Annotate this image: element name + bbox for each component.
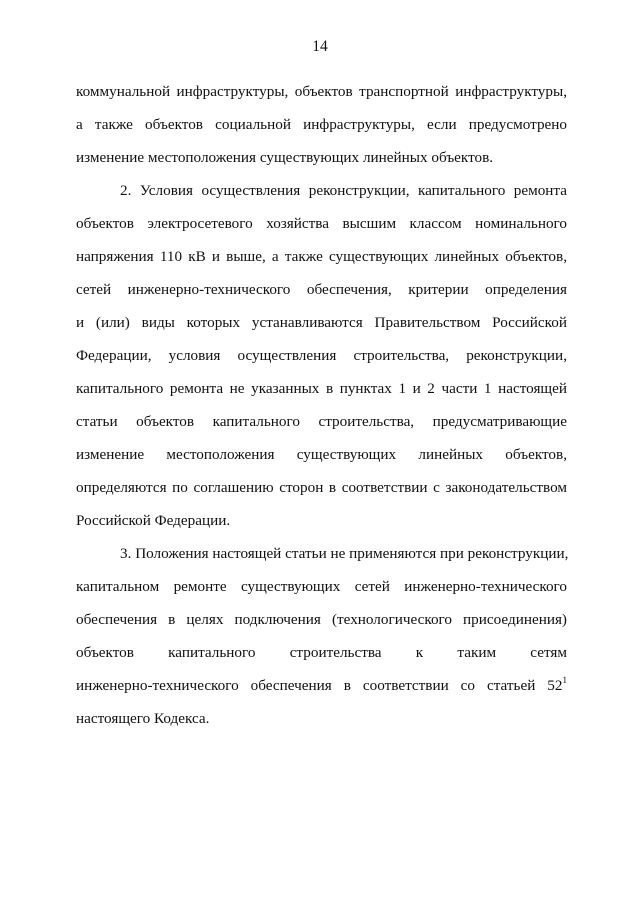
text-line: настоящего Кодекса.: [76, 710, 210, 727]
text-line: обеспечения в целях подключения (технологического присоединения): [76, 611, 567, 628]
text-line: коммунальной инфраструктуры, объектов транспортной инфраструктуры,: [76, 83, 567, 100]
text-line: изменение местоположения существующих линейных объектов,: [76, 446, 567, 463]
page-number: 14: [312, 38, 328, 55]
superscript: 1: [562, 675, 567, 685]
text-line: объектов электросетевого хозяйства высшим классом номинального: [76, 215, 567, 232]
text-line: капитального ремонта не указанных в пунктах 1 и 2 части 1 настоящей: [76, 380, 567, 397]
text-line: изменение местоположения существующих линейных объектов.: [76, 149, 494, 166]
text-line: и (или) виды которых устанавливаются Правительством Российской: [76, 314, 567, 331]
text-line: [76, 676, 567, 696]
text-line: определяются по соглашению сторон в соответствии с законодательством: [76, 479, 567, 496]
text-line: статьи объектов капитального строительства, предусматривающие: [76, 413, 567, 430]
text-line: капитальном ремонте существующих сетей инженерно-технического: [76, 578, 567, 595]
text-line: сетей инженерно-технического обеспечения, критерии определения: [76, 281, 567, 298]
text-line: Федерации, условия осуществления строительства, реконструкции,: [76, 347, 567, 364]
text-line-main: инженерно-технического обеспечения в соответствии со статьей 52: [76, 677, 563, 694]
text-line: 2. Условия осуществления реконструкции, капитального ремонта: [120, 182, 567, 199]
text-line: объектов капитального строительства к таким сетям: [76, 644, 567, 661]
text-line: а также объектов социальной инфраструктуры, если предусмотрено: [76, 116, 567, 133]
text-line: Российской Федерации.: [76, 512, 231, 529]
text-line: напряжения 110 кВ и выше, а также существующих линейных объектов,: [76, 248, 567, 265]
text-line: 3. Положения настоящей статьи не применяются при реконструкции,: [120, 545, 569, 562]
